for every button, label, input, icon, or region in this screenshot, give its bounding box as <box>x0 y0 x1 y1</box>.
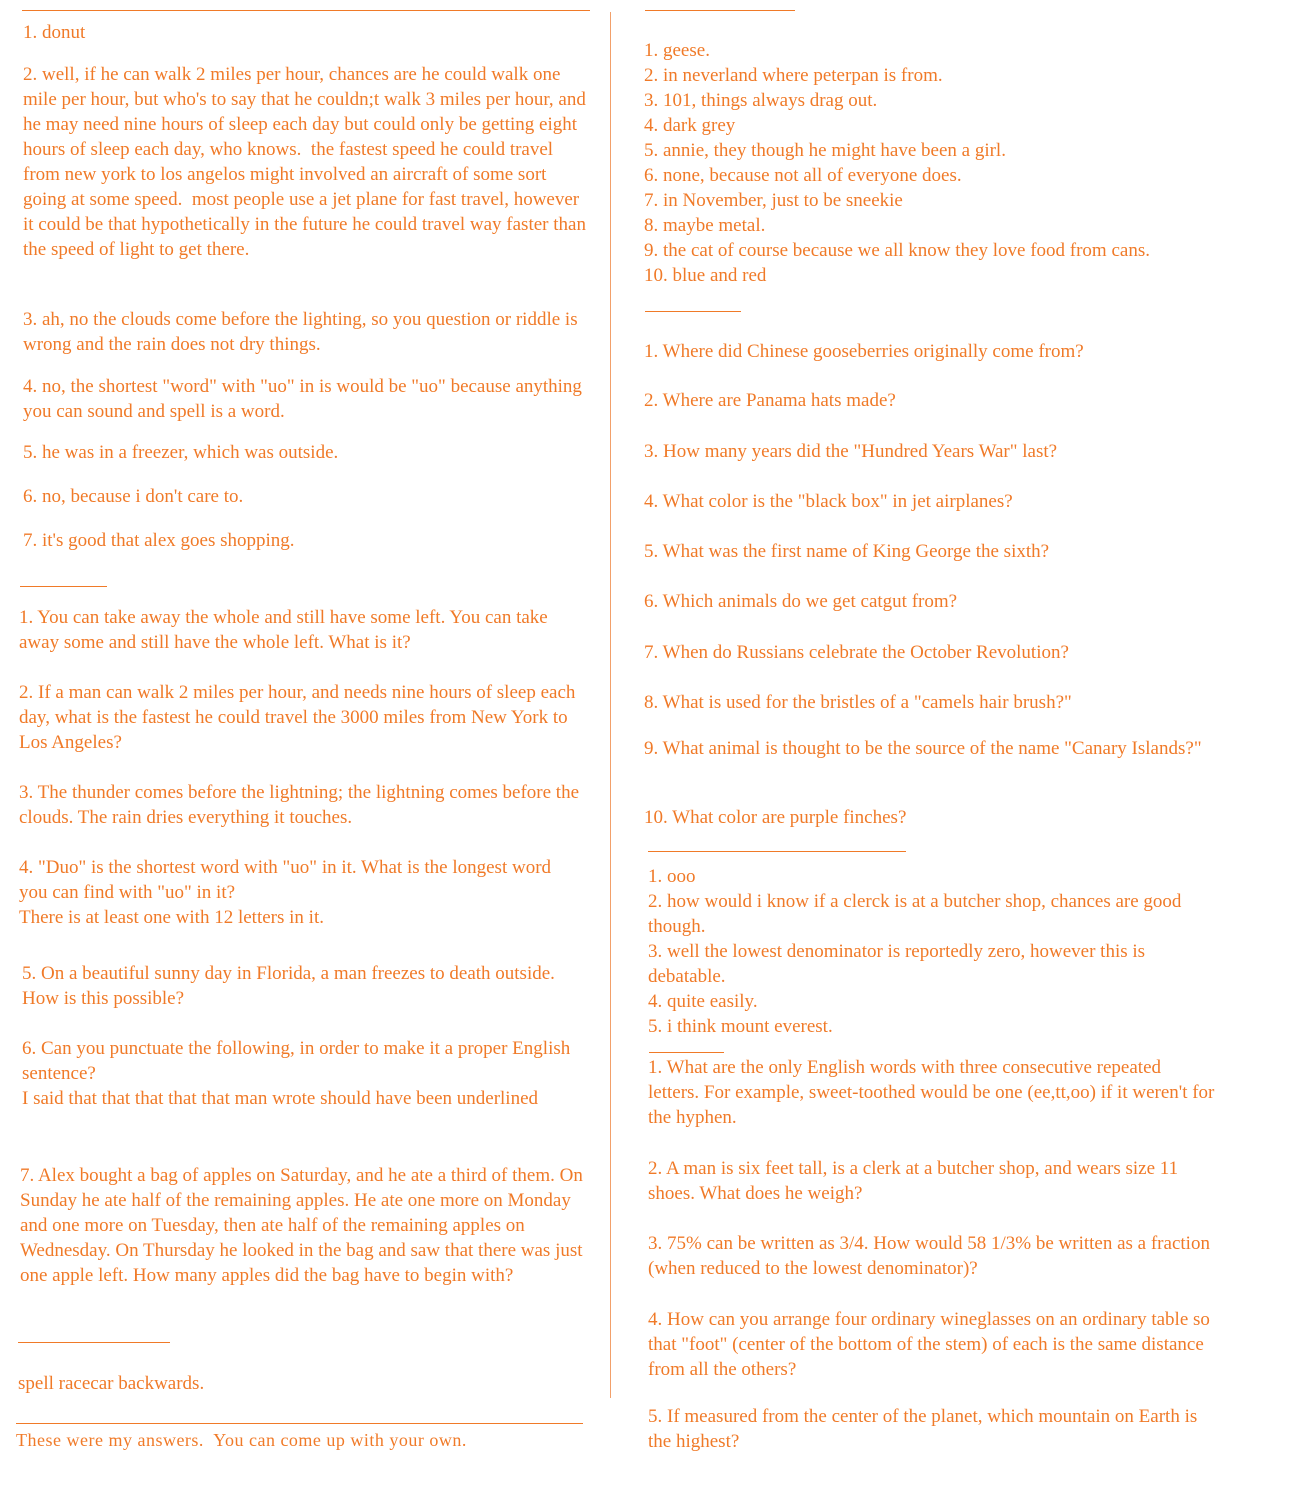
top-rule-right <box>645 10 795 11</box>
left-answer-3: 3. ah, no the clouds come before the lighting, so you question or riddle is wrong and the rain does not dry things. <box>23 309 583 355</box>
left-answer-1: 1. donut <box>23 22 86 43</box>
rule-left-footer <box>16 1423 583 1424</box>
left-question-7: 7. Alex bought a bag of apples on Saturday, and he ate a third of them. On Sunday he ate half of the remaining apples. He ate one more on Monday and one more on Tuesday, then ate half of the remaining apples on Wednesday. On Thursday he looked in the bag and saw that there was just one apple left. How many apples did the bag have to begin with? <box>20 1165 588 1286</box>
left-answer-5: 5. he was in a freezer, which was outside. <box>23 442 339 463</box>
rule-left-1 <box>20 586 107 587</box>
right-answers-2: 1. ooo 2. how would i know if a clerck is at a butcher shop, chances are good though. 3. well the lowest denominator is reportedly zero, however this is debatable. 4. quite easily. 5. i think mount everest. <box>648 866 1182 1037</box>
right-answers-1: 1. geese. 2. in neverland where peterpan is from. 3. 101, things always drag out. 4. dark grey 5. annie, they though he might have been a girl. 6. none, because not all of everyone does. 7. in November, just to be sneekie 8. maybe metal. 9. the cat of course because we all know they love food from cans. 10. blue and red <box>644 40 1150 286</box>
left-footer-note: These were my answers. You can come up with your own. <box>16 1430 467 1450</box>
left-question-2: 2. If a man can walk 2 miles per hour, and needs nine hours of sleep each day, what is the fastest he could travel the 3000 miles from New York to Los Angeles? <box>19 682 581 753</box>
left-question-5: 5. On a beautiful sunny day in Florida, a man freezes to death outside. How is this possible? <box>22 963 560 1009</box>
left-answer-6: 6. no, because i don't care to. <box>23 486 244 507</box>
right-question-6: 6. Which animals do we get catgut from? <box>644 591 958 612</box>
left-extra-question: spell racecar backwards. <box>18 1373 205 1394</box>
right-question-5: 5. What was the first name of King George the sixth? <box>644 541 1050 562</box>
left-question-6: 6. Can you punctuate the following, in order to make it a proper English sentence? I said that that that that that man wrote should have been underlined <box>22 1038 571 1109</box>
right-question-2: 2. Where are Panama hats made? <box>644 390 896 411</box>
left-question-1: 1. You can take away the whole and still have some left. You can take away some and still have the whole left. What is it? <box>19 607 553 653</box>
rule-left-2 <box>18 1342 170 1343</box>
right-question2-1: 1. What are the only English words with three consecutive repeated letters. For example, sweet-toothed would be one (ee,tt,oo) if it weren't for the hyphen. <box>648 1057 1220 1128</box>
top-rule-left <box>22 10 590 11</box>
right-question2-4: 4. How can you arrange four ordinary wineglasses on an ordinary table so that "foot" (center of the bottom of the stem) of each is the same distance from all the others? <box>648 1309 1215 1380</box>
left-answer-7: 7. it's good that alex goes shopping. <box>23 530 295 551</box>
left-question-4: 4. "Duo" is the shortest word with "uo" in it. What is the longest word you can find with "uo" in it? There is at least one with 12 letters in it. <box>19 857 552 928</box>
column-divider <box>610 12 611 1398</box>
right-question-7: 7. When do Russians celebrate the October Revolution? <box>644 642 1069 663</box>
right-question-1: 1. Where did Chinese gooseberries originally come from? <box>644 341 1084 362</box>
right-question-9: 9. What animal is thought to be the source of the name "Canary Islands?" <box>644 738 1202 759</box>
right-question-8: 8. What is used for the bristles of a "camels hair brush?" <box>644 692 1072 713</box>
right-question-4: 4. What color is the "black box" in jet airplanes? <box>644 491 1013 512</box>
rule-right-3 <box>649 1052 724 1053</box>
rule-right-2 <box>648 851 906 852</box>
right-question2-2: 2. A man is six feet tall, is a clerk at a butcher shop, and wears size 11 shoes. What does he weigh? <box>648 1158 1183 1204</box>
left-question-3: 3. The thunder comes before the lightning; the lightning comes before the clouds. The rain dries everything it touches. <box>19 782 584 828</box>
right-question2-5: 5. If measured from the center of the planet, which mountain on Earth is the highest? <box>648 1406 1202 1452</box>
left-answer-2: 2. well, if he can walk 2 miles per hour, chances are he could walk one mile per hour, but who's to say that he couldn;t walk 3 miles per hour, and he may need nine hours of sleep each day but could only be getting eight hours of sleep each day, who knows. the fastest speed he could travel from new york to los angelos might involved an aircraft of some sort going at some speed. most people use a jet plane for fast travel, however it could be that hypothetically in the future he could travel way faster than the speed of light to get there. <box>23 64 591 260</box>
rule-right-1 <box>645 311 741 312</box>
right-question-10: 10. What color are purple finches? <box>644 807 907 828</box>
right-question2-3: 3. 75% can be written as 3/4. How would 58 1/3% be written as a fraction (when reduced to the lowest denominator)? <box>648 1233 1215 1279</box>
left-answer-4: 4. no, the shortest "word" with "uo" in is would be "uo" because anything you can sound and spell is a word. <box>23 376 587 422</box>
right-question-3: 3. How many years did the "Hundred Years War" last? <box>644 441 1058 462</box>
